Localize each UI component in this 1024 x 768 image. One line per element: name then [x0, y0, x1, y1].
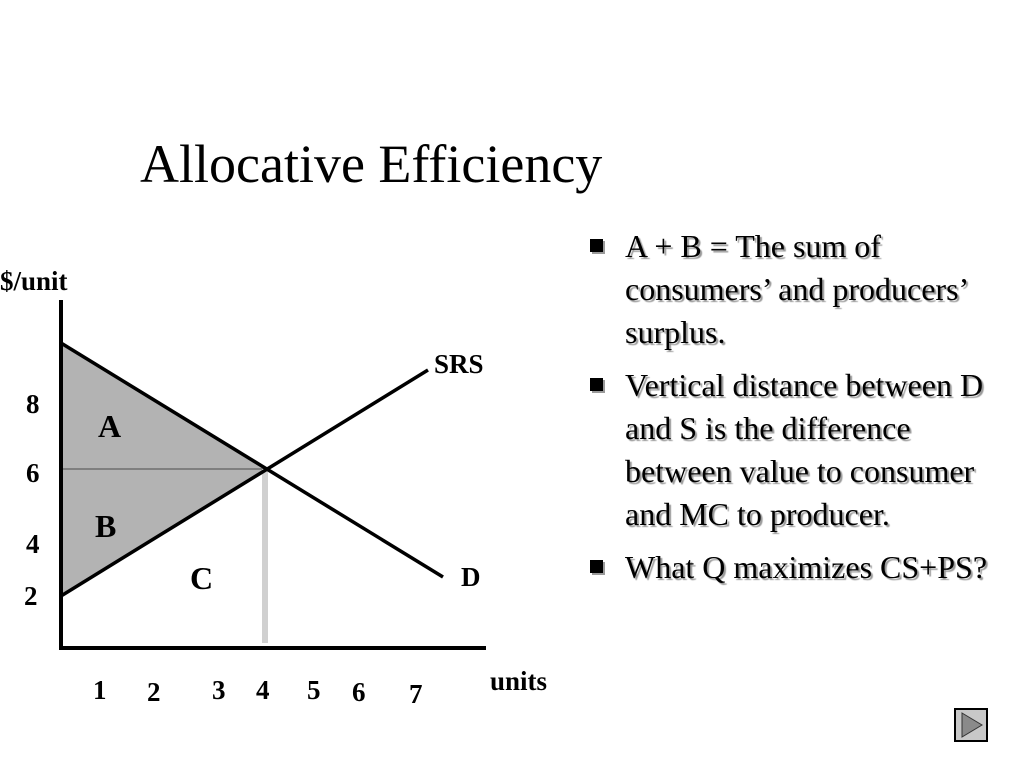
demand-curve-label: D	[461, 562, 481, 592]
triangle-right-icon	[956, 710, 986, 740]
x-tick-label: 7	[409, 679, 423, 709]
region-c-label: C	[190, 560, 214, 596]
next-slide-button[interactable]	[954, 708, 988, 742]
x-tick-label: 1	[93, 675, 107, 705]
x-tick-label: 5	[307, 675, 321, 705]
bullet-item: What Q maximizes CS+PS?	[588, 546, 1008, 589]
x-tick-label: 2	[147, 677, 161, 707]
square-bullet-icon	[590, 239, 603, 252]
y-tick-label: 4	[26, 529, 40, 559]
bullet-item: Vertical distance between D and S is the difference between value to consumer and MC to producer.	[588, 364, 1008, 536]
y-axis-label: $/unit	[0, 266, 68, 296]
region-b-label: B	[95, 508, 117, 544]
supply-curve-label: SRS	[434, 349, 484, 379]
square-bullet-icon	[590, 560, 603, 573]
bullet-list	[588, 225, 1008, 599]
y-tick-label: 6	[26, 458, 40, 488]
y-tick-label: 8	[26, 389, 40, 419]
x-tick-label: 3	[212, 675, 226, 705]
x-tick-label: 4	[256, 675, 270, 705]
page-title: Allocative Efficiency	[140, 134, 603, 194]
bullet-item: A + B = The sum of consumers’ and producers’ surplus.	[588, 225, 1008, 354]
x-tick-label: 6	[352, 677, 366, 707]
square-bullet-icon	[590, 378, 603, 391]
region-a-label: A	[98, 408, 122, 444]
x-axis-label: units	[490, 666, 548, 696]
y-tick-label: 2	[24, 581, 38, 611]
